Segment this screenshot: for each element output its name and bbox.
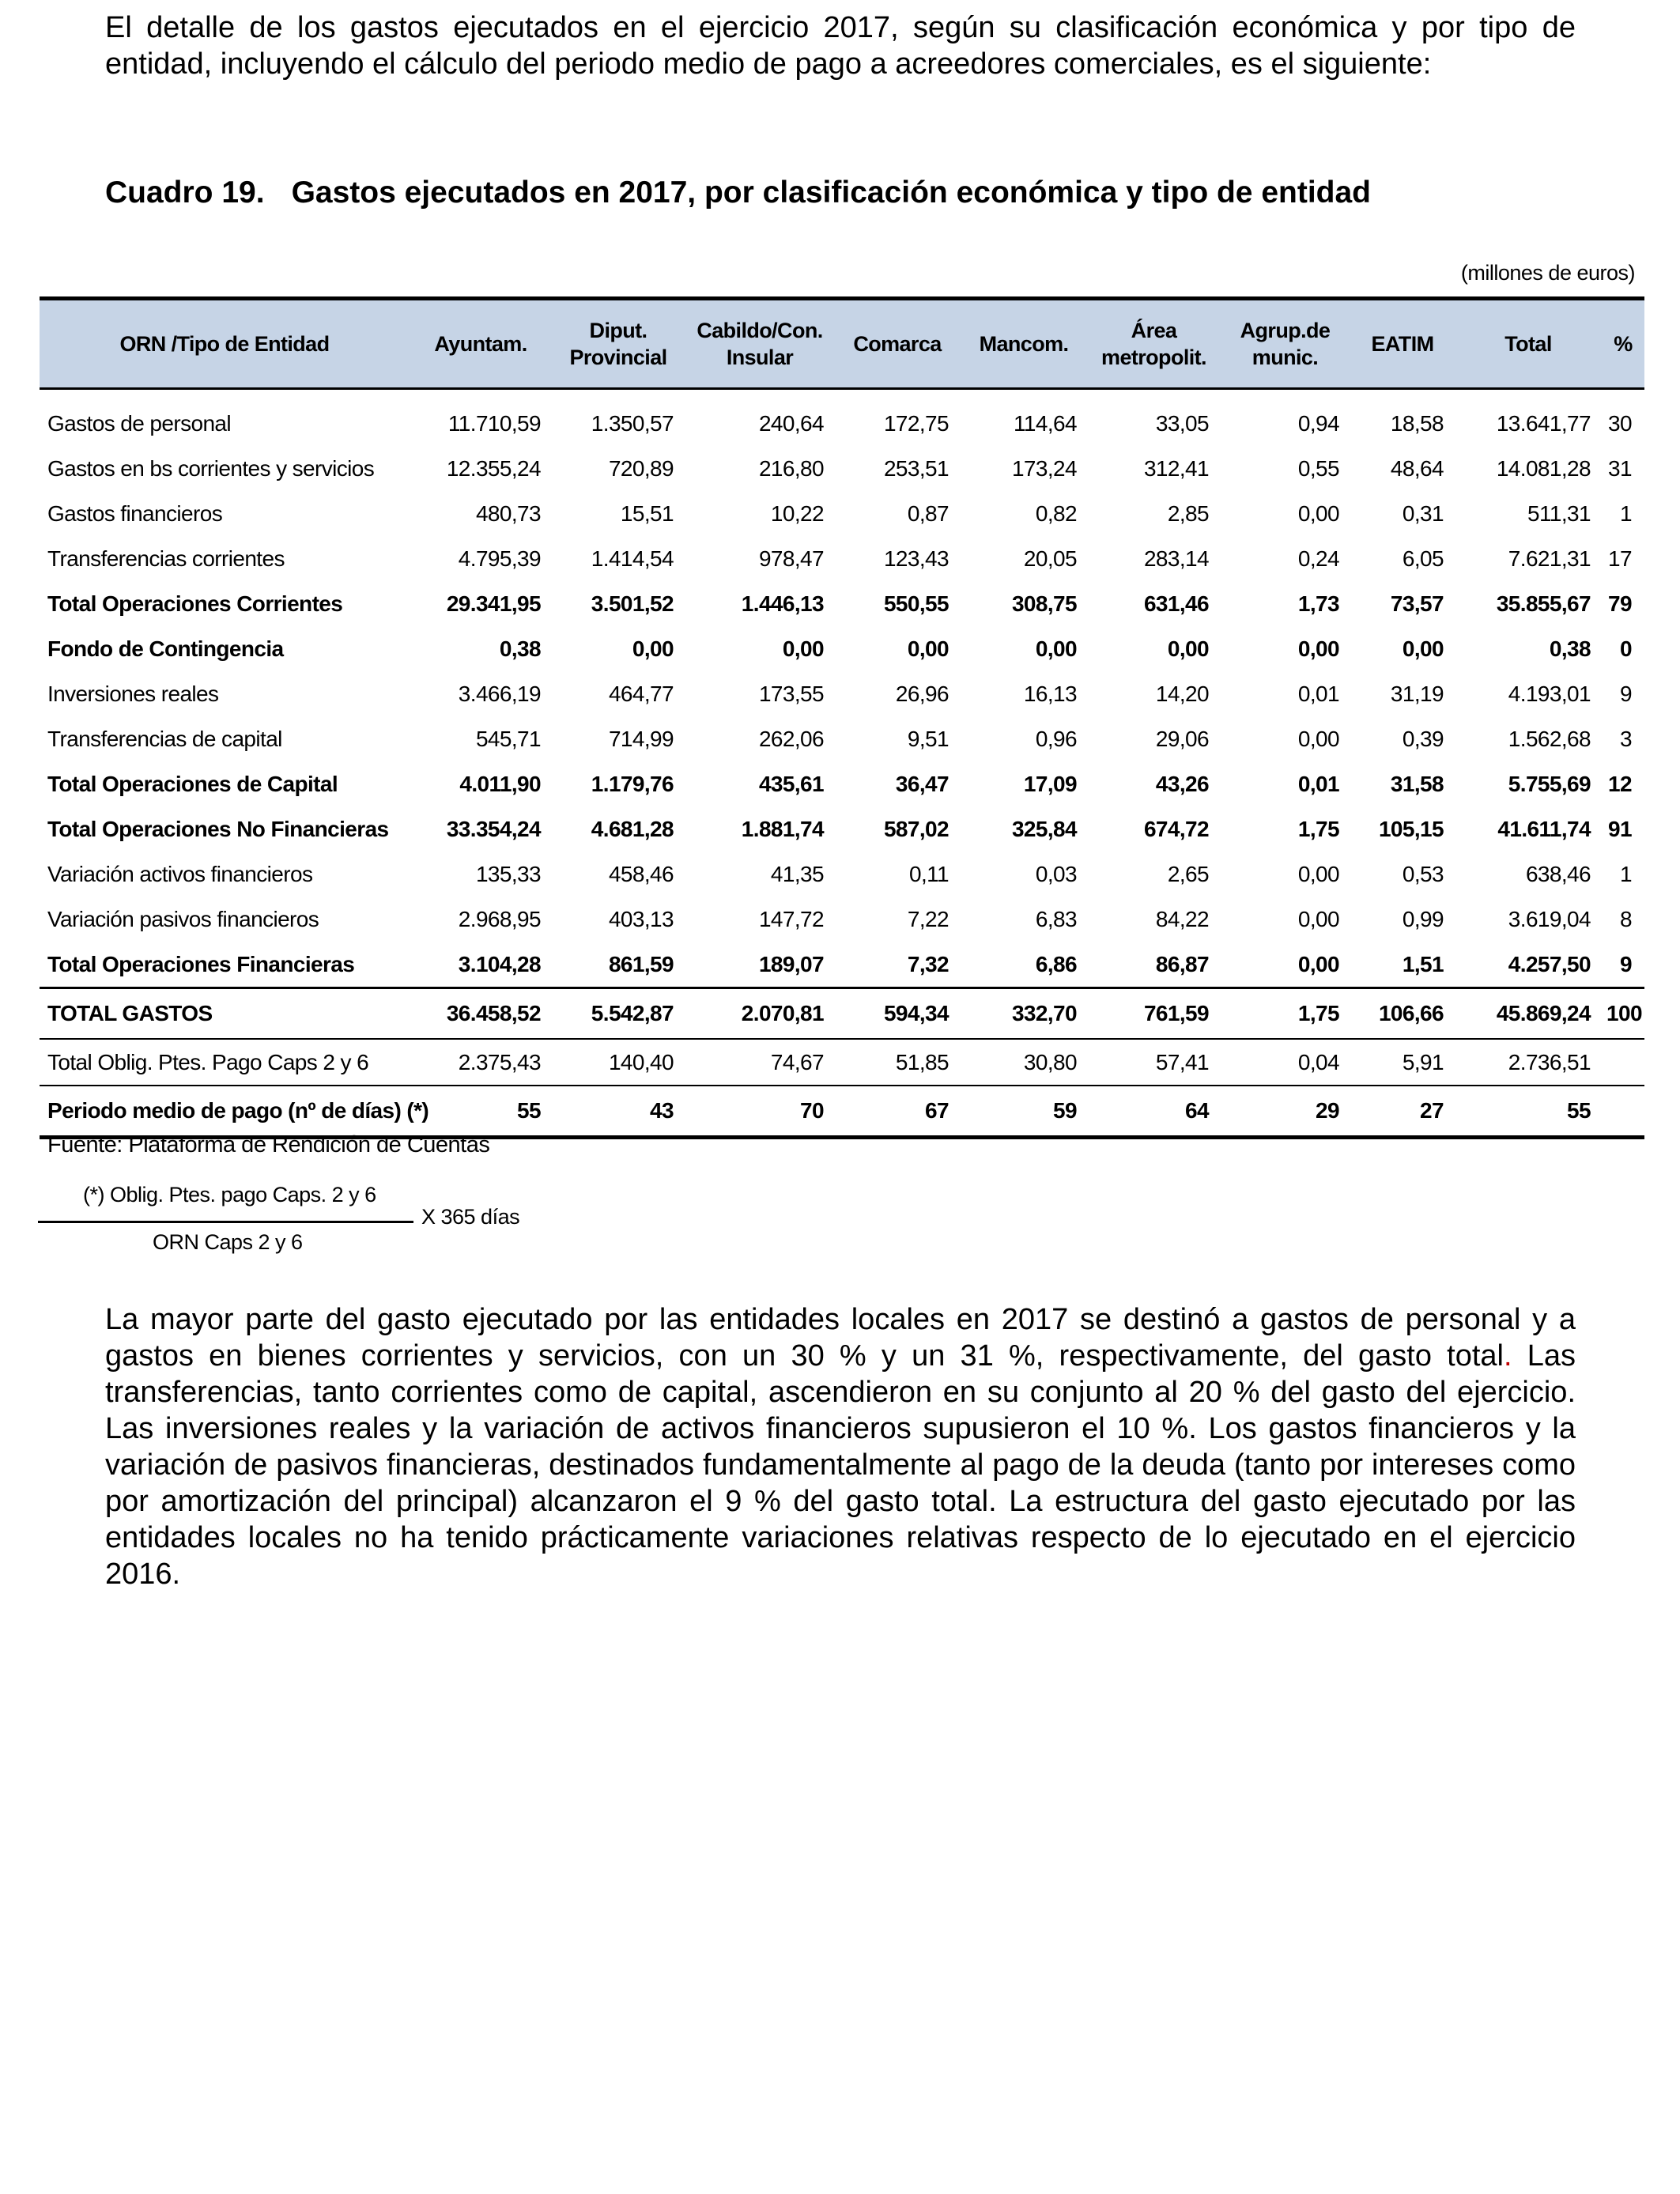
table-cell: 0,01 xyxy=(1297,681,1339,706)
body-paragraph xyxy=(105,1301,1576,1592)
intro-paragraph: El detalle de los gastos ejecutados en el ejercicio 2017, según su clasificación económica y por tipo de entidad, incluyendo el cálculo del periodo medio de pago a acreedores comerciales, es el siguiente: xyxy=(105,11,1576,81)
table-cell: 0,04 xyxy=(1220,1039,1350,1086)
table-cell: 0,99 xyxy=(1402,906,1444,931)
table-cell: 0,31 xyxy=(1402,500,1444,526)
table-cell: 0,24 xyxy=(1297,546,1339,571)
table-cell: 29,06 xyxy=(1155,726,1209,751)
table-cell: 464,77 xyxy=(608,681,674,706)
table-cell xyxy=(1602,1086,1644,1138)
column-header-line: Área xyxy=(1131,319,1177,342)
table-cell: 978,47 xyxy=(758,546,824,571)
table-cell: 0,38 xyxy=(1549,636,1591,661)
row-label: Gastos en bs corrientes y servicios xyxy=(47,455,375,481)
table-cell: 216,80 xyxy=(758,455,824,481)
row-label: Total Operaciones Financieras xyxy=(40,942,410,988)
table-body xyxy=(40,389,1644,1138)
table-cell: 1 xyxy=(1620,861,1632,886)
column-header-line: Agrup.de xyxy=(1240,319,1331,342)
table-cell: 3.501,52 xyxy=(591,591,674,616)
table-row xyxy=(40,942,1644,988)
table-cell: 283,14 xyxy=(1143,546,1209,571)
table-row xyxy=(40,536,1644,581)
table-cell: 73,57 xyxy=(1390,591,1444,616)
table-cell: 3.466,19 xyxy=(458,681,541,706)
row-label: TOTAL GASTOS xyxy=(40,988,410,1040)
row-label: Total Operaciones No Financieras xyxy=(47,816,389,841)
table-cell: 172,75 xyxy=(883,410,949,436)
row-label: Inversiones reales xyxy=(47,681,219,706)
column-header-line: Insular xyxy=(726,346,794,369)
row-label: Total Operaciones de Capital xyxy=(47,771,338,796)
column-header-line: % xyxy=(1614,332,1633,356)
table-cell: 43,26 xyxy=(1155,771,1209,796)
table-cell: 6,86 xyxy=(960,942,1088,988)
table-cell: 2,65 xyxy=(1167,861,1209,886)
caption-title: Gastos ejecutados en 2017, por clasificación económica y tipo de entidad xyxy=(291,176,1372,210)
row-label: Variación activos financieros xyxy=(47,861,313,886)
table-row xyxy=(40,716,1644,761)
table-cell: 1,75 xyxy=(1220,988,1350,1040)
table-cell: 861,59 xyxy=(552,942,685,988)
table-cell: 67 xyxy=(835,1086,960,1138)
table-cell: 11.710,59 xyxy=(447,410,541,436)
row-label: Total Oblig. Ptes. Pago Caps 2 y 6 xyxy=(40,1039,410,1086)
table-cell: 31 xyxy=(1608,455,1632,481)
table-cell: 0 xyxy=(1620,636,1632,661)
table-cell: 59 xyxy=(960,1086,1088,1138)
table-cell: 0,00 xyxy=(1297,906,1339,931)
table-cell: 332,70 xyxy=(960,988,1088,1040)
table-cell: 4.795,39 xyxy=(458,546,541,571)
units-note: (millones de euros) xyxy=(1460,261,1635,285)
table-cell: 0,00 xyxy=(1167,636,1209,661)
table-cell: 33,05 xyxy=(1155,410,1209,436)
column-header xyxy=(1088,299,1220,389)
table-cell: 12.355,24 xyxy=(446,455,541,481)
column-header xyxy=(1350,299,1455,389)
table-cell: 173,24 xyxy=(1011,455,1077,481)
table-row xyxy=(40,988,1644,1040)
table-cell: 0,38 xyxy=(499,636,541,661)
column-header xyxy=(1602,299,1644,389)
table-cell: 31,19 xyxy=(1390,681,1444,706)
table-cell: 480,73 xyxy=(475,500,541,526)
table-cell: 587,02 xyxy=(883,816,949,841)
table-cell: 30,80 xyxy=(960,1039,1088,1086)
table-cell: 631,46 xyxy=(1143,591,1209,616)
table-cell: 1.414,54 xyxy=(591,546,674,571)
table-cell: 147,72 xyxy=(758,906,824,931)
column-header-line: ORN /Tipo de Entidad xyxy=(119,332,330,356)
table-cell: 33.354,24 xyxy=(446,816,541,841)
table-row xyxy=(40,671,1644,716)
table-cell: 1.562,68 xyxy=(1508,726,1591,751)
table-cell: 0,00 xyxy=(1297,636,1339,661)
row-label: Variación pasivos financieros xyxy=(47,906,319,931)
row-label: Periodo medio de pago (nº de días) (*) xyxy=(40,1086,410,1138)
table-cell: 6,05 xyxy=(1402,546,1444,571)
column-header-line: Comarca xyxy=(853,332,942,356)
table-cell: 45.869,24 xyxy=(1455,988,1602,1040)
table-cell: 9,51 xyxy=(907,726,949,751)
table-cell: 105,15 xyxy=(1378,816,1444,841)
table-cell xyxy=(1602,1039,1644,1086)
table-cell: 4.681,28 xyxy=(591,816,674,841)
table-cell: 3.619,04 xyxy=(1508,906,1591,931)
body-text-part2: Las transferencias, tanto corrientes como de capital, ascendieron en su conjunto al 20 % del gasto del ejercicio. Las inversiones reales y la variación de activos financieros supusieron el 10 %. Los gastos financieros y la variación de pasivos financieras, destinados fundamentalmente al pago de la deuda (tanto por intereses como por amortización del principal) alcanzaron el 9 % del gasto total. La estructura del gasto ejecutado por las entidades locales no ha tenido prácticamente variaciones relativas respecto de lo ejecutado en el ejercicio 2016. xyxy=(105,1339,1576,1591)
table-cell: 43 xyxy=(552,1086,685,1138)
table-cell: 36,47 xyxy=(895,771,949,796)
table-cell: 1,75 xyxy=(1297,816,1339,841)
table-cell: 761,59 xyxy=(1088,988,1220,1040)
table-row xyxy=(40,446,1644,491)
table-cell: 140,40 xyxy=(552,1039,685,1086)
table-cell: 4.193,01 xyxy=(1508,681,1591,706)
table-cell: 458,46 xyxy=(608,861,674,886)
table-cell: 511,31 xyxy=(1527,500,1591,526)
column-header-line: munic. xyxy=(1252,346,1319,369)
table-cell: 10,22 xyxy=(770,500,824,526)
footnote-numerator: (*) Oblig. Ptes. pago Caps. 2 y 6 xyxy=(83,1183,376,1207)
table-cell: 2.070,81 xyxy=(685,988,835,1040)
table-cell: 64 xyxy=(1088,1086,1220,1138)
table-row xyxy=(40,581,1644,626)
table-cell: 1 xyxy=(1620,500,1632,526)
table-cell: 714,99 xyxy=(608,726,674,751)
column-header xyxy=(1455,299,1602,389)
caption-label: Cuadro 19. xyxy=(105,176,265,210)
table-cell: 638,46 xyxy=(1525,861,1591,886)
table-cell: 79 xyxy=(1608,591,1632,616)
table-cell: 7,32 xyxy=(835,942,960,988)
table-cell: 20,05 xyxy=(1023,546,1077,571)
table-cell: 1,51 xyxy=(1350,942,1455,988)
table-cell: 2.375,43 xyxy=(410,1039,552,1086)
table-cell: 15,51 xyxy=(620,500,674,526)
table-cell: 253,51 xyxy=(883,455,949,481)
table-cell: 0,00 xyxy=(1220,942,1350,988)
table-cell: 35.855,67 xyxy=(1496,591,1591,616)
table-row xyxy=(40,491,1644,536)
table-cell: 16,13 xyxy=(1023,681,1077,706)
row-label: Gastos financieros xyxy=(47,500,223,526)
table-cell: 91 xyxy=(1608,816,1632,841)
source-note: Fuente: Plataforma de Rendición de Cuentas xyxy=(47,1132,490,1157)
table-cell: 0,00 xyxy=(782,636,824,661)
table-cell: 55 xyxy=(1455,1086,1602,1138)
table-cell: 312,41 xyxy=(1143,455,1209,481)
table-cell: 100 xyxy=(1602,988,1644,1040)
column-header-line: EATIM xyxy=(1371,332,1434,356)
table-cell: 4.257,50 xyxy=(1455,942,1602,988)
table-cell: 18,58 xyxy=(1390,410,1444,436)
table-cell: 1.881,74 xyxy=(741,816,824,841)
table-cell: 0,00 xyxy=(632,636,674,661)
table-cell: 0,87 xyxy=(907,500,949,526)
column-header xyxy=(835,299,960,389)
table-cell: 55 xyxy=(410,1086,552,1138)
table-cell: 0,39 xyxy=(1402,726,1444,751)
table-cell: 550,55 xyxy=(883,591,949,616)
table-cell: 325,84 xyxy=(1011,816,1077,841)
table-row xyxy=(40,389,1644,447)
table-cell: 12 xyxy=(1608,771,1632,796)
table-cell: 7,22 xyxy=(907,906,949,931)
table-cell: 2.736,51 xyxy=(1455,1039,1602,1086)
table-cell: 0,11 xyxy=(908,861,949,886)
table-cell: 41.611,74 xyxy=(1497,816,1591,841)
table-cell: 403,13 xyxy=(608,906,674,931)
expenses-table xyxy=(40,296,1644,1139)
table-cell: 0,00 xyxy=(1035,636,1077,661)
table-cell: 1,73 xyxy=(1297,591,1339,616)
table-row xyxy=(40,761,1644,806)
column-header-line: Ayuntam. xyxy=(434,332,527,356)
table-cell: 2,85 xyxy=(1167,500,1209,526)
column-header-line: metropolit. xyxy=(1101,346,1206,369)
table-cell: 0,94 xyxy=(1297,410,1339,436)
table-row xyxy=(40,1039,1644,1086)
table-cell: 31,58 xyxy=(1390,771,1444,796)
table-cell: 0,55 xyxy=(1297,455,1339,481)
table-cell: 26,96 xyxy=(895,681,949,706)
table-cell: 7.621,31 xyxy=(1508,546,1591,571)
table-cell: 0,01 xyxy=(1297,771,1339,796)
table-cell: 0,00 xyxy=(1297,861,1339,886)
table-cell: 86,87 xyxy=(1088,942,1220,988)
table-cell: 308,75 xyxy=(1011,591,1077,616)
table-cell: 545,71 xyxy=(475,726,541,751)
table-cell: 0,82 xyxy=(1035,500,1077,526)
row-label: Transferencias de capital xyxy=(47,726,282,751)
table-cell: 0,00 xyxy=(1297,726,1339,751)
table-cell: 14,20 xyxy=(1155,681,1209,706)
column-header-line: Cabildo/Con. xyxy=(697,319,823,342)
row-label: Total Operaciones Corrientes xyxy=(47,591,343,616)
column-header xyxy=(552,299,685,389)
table-cell: 0,96 xyxy=(1035,726,1077,751)
table-cell: 0,00 xyxy=(907,636,949,661)
table-cell: 6,83 xyxy=(1035,906,1077,931)
table-cell: 13.641,77 xyxy=(1496,410,1591,436)
column-header-line: Mancom. xyxy=(979,332,1069,356)
table-caption xyxy=(105,176,1371,210)
table-cell: 9 xyxy=(1620,681,1632,706)
table-cell: 1.446,13 xyxy=(741,591,824,616)
table-row xyxy=(40,852,1644,897)
table-cell: 262,06 xyxy=(758,726,824,751)
table-cell: 8 xyxy=(1620,906,1632,931)
table-cell: 5,91 xyxy=(1350,1039,1455,1086)
table-cell: 0,53 xyxy=(1402,861,1444,886)
table-cell: 0,03 xyxy=(1035,861,1077,886)
table-cell: 1.179,76 xyxy=(591,771,674,796)
highlight-dot: . xyxy=(1503,1339,1512,1373)
table-cell: 5.542,87 xyxy=(552,988,685,1040)
column-header-line: Diput. xyxy=(589,319,647,342)
table-cell: 57,41 xyxy=(1088,1039,1220,1086)
table-row xyxy=(40,806,1644,852)
table-cell: 36.458,52 xyxy=(410,988,552,1040)
table-cell: 27 xyxy=(1350,1086,1455,1138)
table-header-row xyxy=(40,299,1644,389)
table-cell: 2.968,95 xyxy=(458,906,541,931)
body-text-part1: La mayor parte del gasto ejecutado por las entidades locales en 2017 se destinó a gastos de personal y a gastos en bienes corrientes y servicios, con un 30 % y un 31 %, respectivamente, del gasto total xyxy=(105,1303,1576,1373)
table-cell: 48,64 xyxy=(1390,455,1444,481)
table-cell: 0,00 xyxy=(1402,636,1444,661)
row-label: Transferencias corrientes xyxy=(47,546,285,571)
table-cell: 17,09 xyxy=(1023,771,1077,796)
table-cell: 135,33 xyxy=(475,861,541,886)
table-cell: 674,72 xyxy=(1143,816,1209,841)
table-cell: 51,85 xyxy=(835,1039,960,1086)
footnote-denominator: ORN Caps 2 y 6 xyxy=(153,1230,303,1254)
table-row xyxy=(40,1086,1644,1138)
table-row xyxy=(40,897,1644,942)
table-cell: 70 xyxy=(685,1086,835,1138)
table-cell: 720,89 xyxy=(608,455,674,481)
table-cell: 84,22 xyxy=(1155,906,1209,931)
row-label: Gastos de personal xyxy=(47,410,232,436)
table-cell: 189,07 xyxy=(685,942,835,988)
table-cell: 106,66 xyxy=(1350,988,1455,1040)
table-cell: 3.104,28 xyxy=(410,942,552,988)
table-cell: 1.350,57 xyxy=(591,410,674,436)
column-header xyxy=(410,299,552,389)
table-cell: 14.081,28 xyxy=(1496,455,1591,481)
table-cell: 30 xyxy=(1608,410,1632,436)
table-cell: 435,61 xyxy=(758,771,824,796)
table-cell: 74,67 xyxy=(685,1039,835,1086)
table-cell: 0,00 xyxy=(1297,500,1339,526)
footnote-multiplier: X 365 días xyxy=(421,1205,520,1229)
table-cell: 41,35 xyxy=(770,861,824,886)
table-cell: 173,55 xyxy=(758,681,824,706)
table-cell: 240,64 xyxy=(758,410,824,436)
column-header xyxy=(960,299,1088,389)
table-cell: 17 xyxy=(1608,546,1632,571)
table-cell: 123,43 xyxy=(883,546,949,571)
table-cell: 5.755,69 xyxy=(1508,771,1591,796)
fraction-line xyxy=(38,1221,413,1223)
row-label: Fondo de Contingencia xyxy=(47,636,284,661)
column-header xyxy=(40,299,410,389)
table-cell: 3 xyxy=(1620,726,1632,751)
table-row xyxy=(40,626,1644,671)
column-header xyxy=(685,299,835,389)
column-header-line: Total xyxy=(1504,332,1552,356)
table-cell: 9 xyxy=(1602,942,1644,988)
column-header xyxy=(1220,299,1350,389)
table-cell: 4.011,90 xyxy=(459,771,541,796)
table-cell: 594,34 xyxy=(835,988,960,1040)
table-cell: 29.341,95 xyxy=(446,591,541,616)
table-cell: 114,64 xyxy=(1014,410,1077,436)
column-header-line: Provincial xyxy=(569,346,667,369)
table-cell: 29 xyxy=(1220,1086,1350,1138)
